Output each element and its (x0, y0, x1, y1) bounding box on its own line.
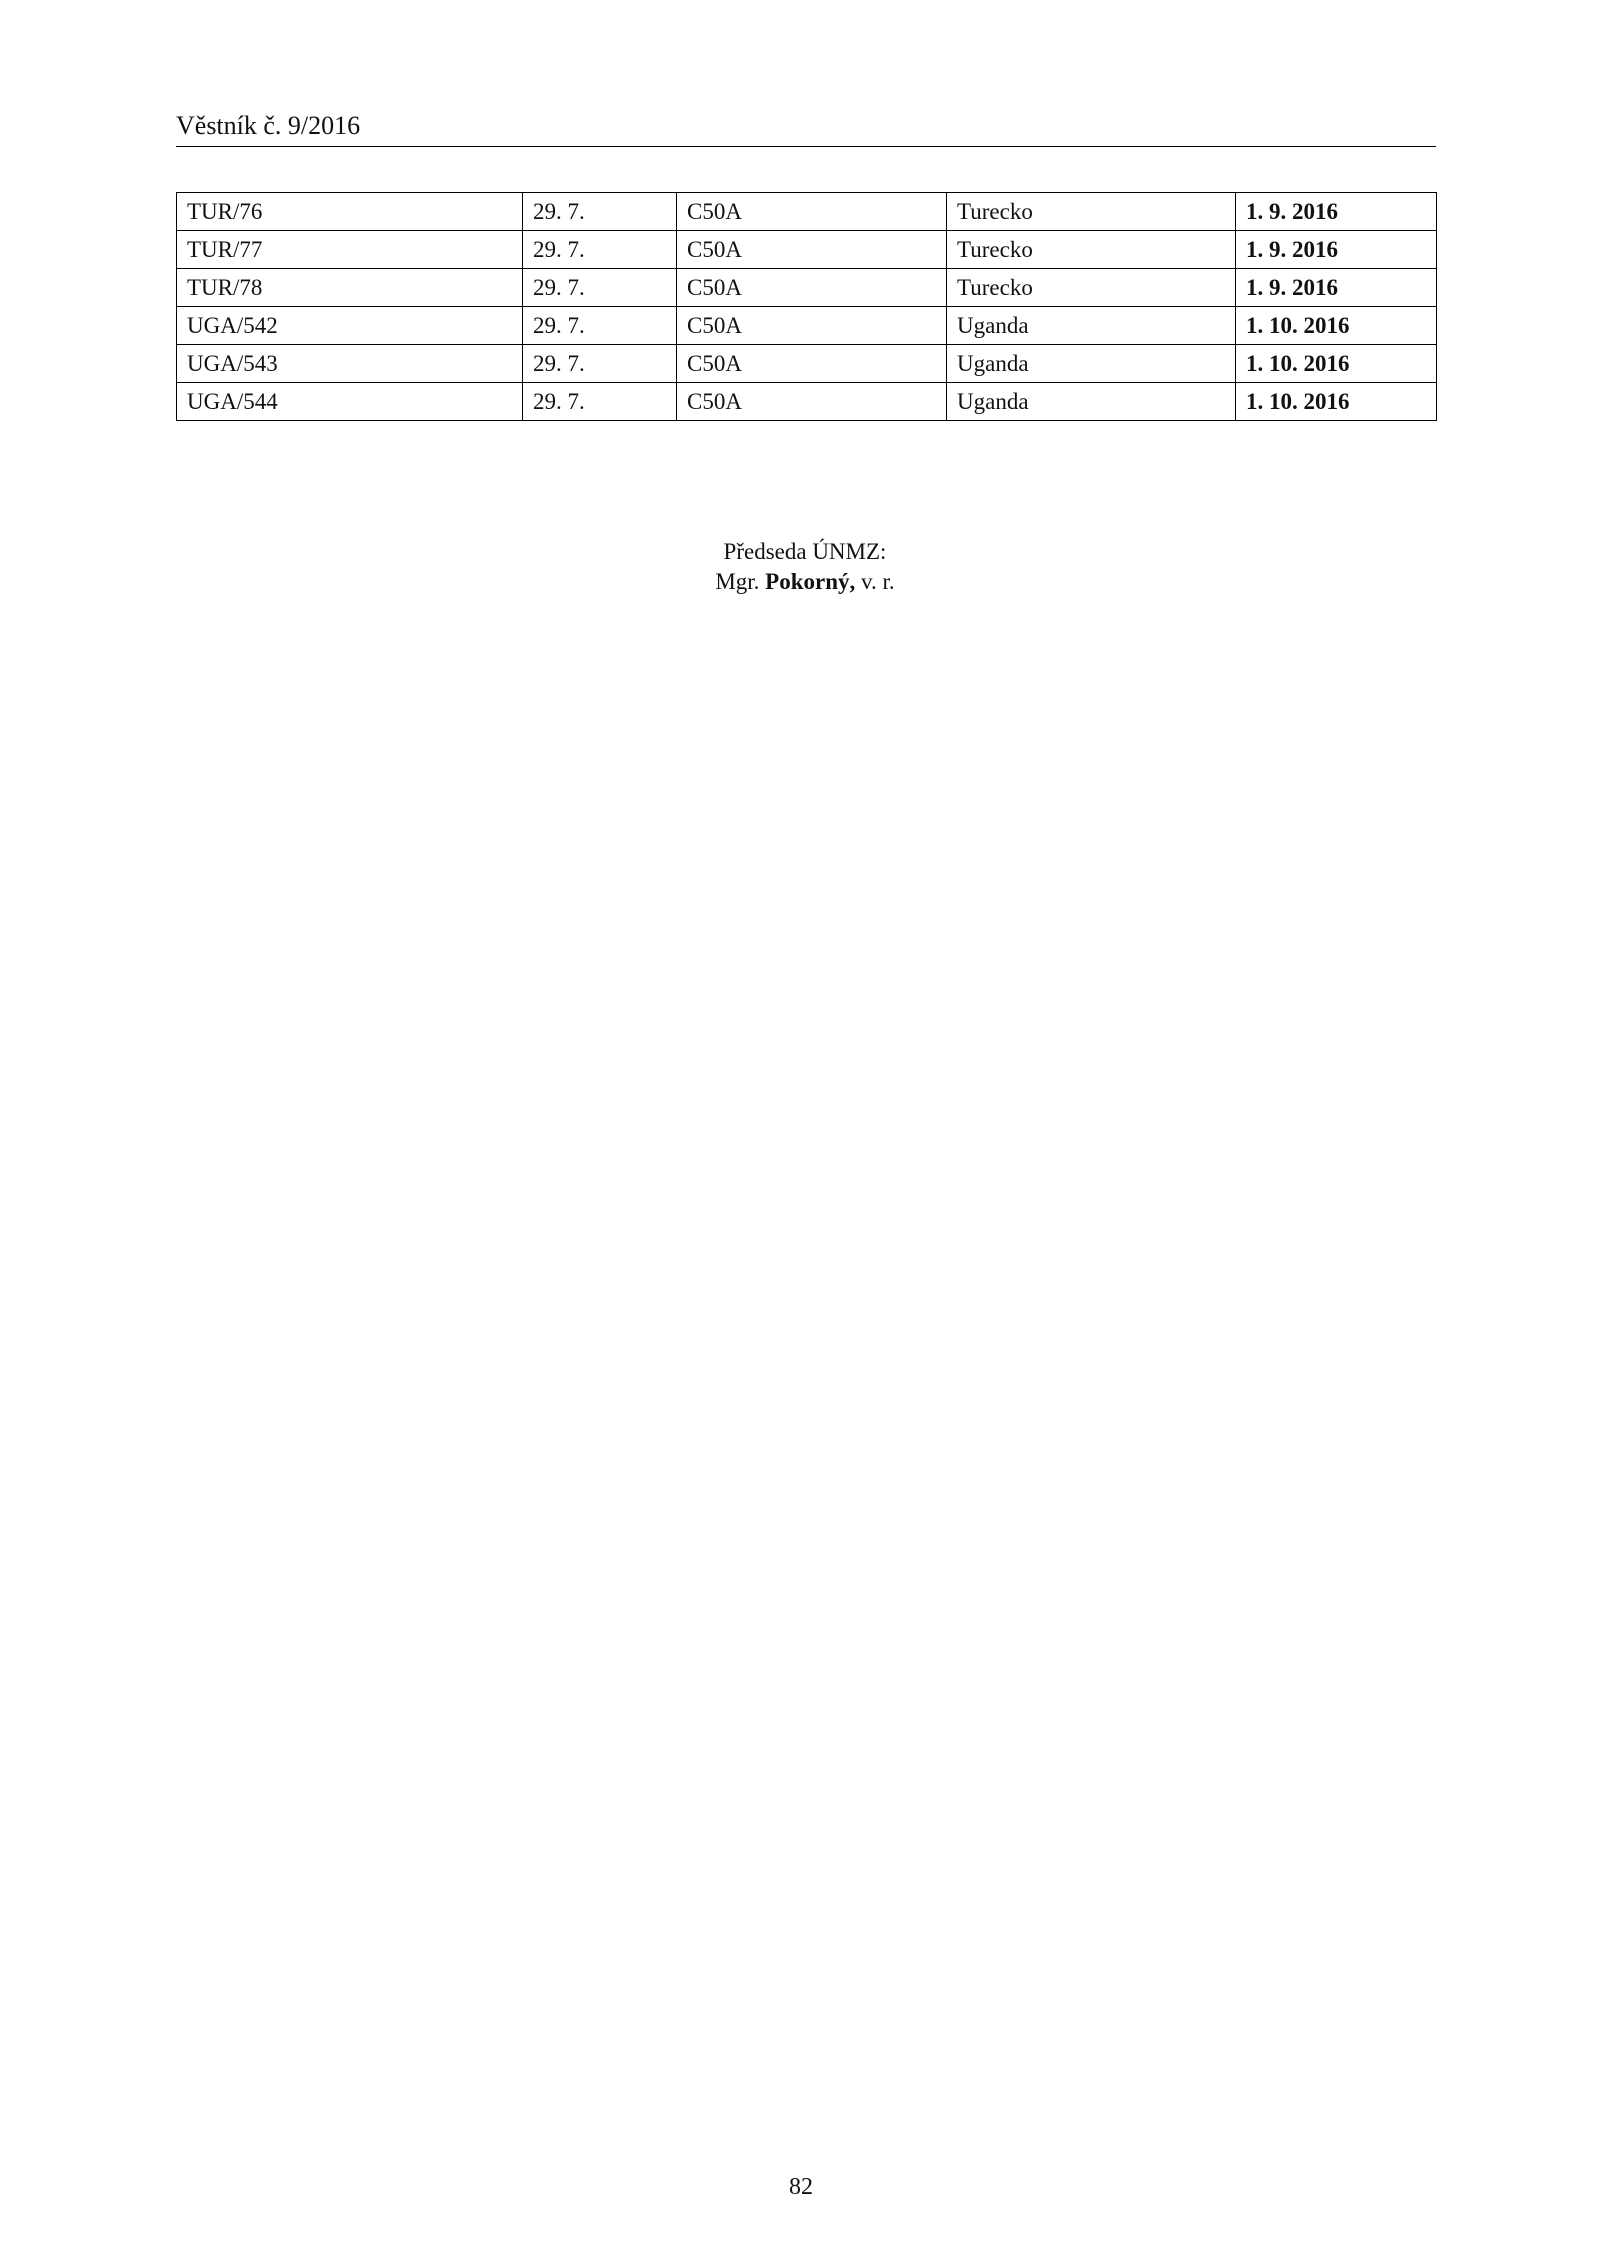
table-cell-country: Uganda (947, 345, 1236, 383)
table-cell-effective-date: 1. 10. 2016 (1236, 345, 1437, 383)
table-cell-date: 29. 7. (523, 345, 677, 383)
table-cell-date: 29. 7. (523, 269, 677, 307)
signature-name: Pokorný, (765, 569, 856, 594)
table-cell-code: C50A (677, 383, 947, 421)
table-cell-code: C50A (677, 307, 947, 345)
table-row (177, 345, 1437, 383)
table-cell-date: 29. 7. (523, 193, 677, 231)
table-cell-date: 29. 7. (523, 307, 677, 345)
table-cell-effective-date: 1. 9. 2016 (1236, 193, 1437, 231)
table-cell-effective-date: 1. 9. 2016 (1236, 231, 1437, 269)
table-cell-date: 29. 7. (523, 383, 677, 421)
document-header-title: Věstník č. 9/2016 (176, 111, 361, 140)
signature-block (0, 537, 1600, 597)
table-cell-country: Turecko (947, 269, 1236, 307)
table-row (177, 307, 1437, 345)
table-cell-effective-date: 1. 9. 2016 (1236, 269, 1437, 307)
table-cell-country: Turecko (947, 193, 1236, 231)
table-cell-code: C50A (677, 231, 947, 269)
table-cell-id: TUR/76 (177, 193, 523, 231)
table-cell-country: Uganda (947, 383, 1236, 421)
table-cell-code: C50A (677, 269, 947, 307)
table-row (177, 193, 1437, 231)
table-cell-id: UGA/544 (177, 383, 523, 421)
table-cell-country: Turecko (947, 231, 1236, 269)
table-cell-date: 29. 7. (523, 231, 677, 269)
table-cell-country: Uganda (947, 307, 1236, 345)
table-row (177, 231, 1437, 269)
table-cell-effective-date: 1. 10. 2016 (1236, 307, 1437, 345)
table-cell-code: C50A (677, 345, 947, 383)
table-row (177, 269, 1437, 307)
signature-title: Předseda ÚNMZ: (723, 539, 887, 564)
table-row (177, 383, 1437, 421)
records-table (176, 192, 1437, 421)
signature-suffix: v. r. (861, 569, 895, 594)
table-cell-id: TUR/78 (177, 269, 523, 307)
table-cell-effective-date: 1. 10. 2016 (1236, 383, 1437, 421)
table-cell-id: UGA/542 (177, 307, 523, 345)
signature-name-line (0, 567, 1600, 597)
table-cell-id: UGA/543 (177, 345, 523, 383)
table-cell-code: C50A (677, 193, 947, 231)
page-number: 82 (789, 2174, 813, 2200)
signature-prefix: Mgr. (715, 569, 760, 594)
table-cell-id: TUR/77 (177, 231, 523, 269)
header-divider (176, 146, 1436, 147)
